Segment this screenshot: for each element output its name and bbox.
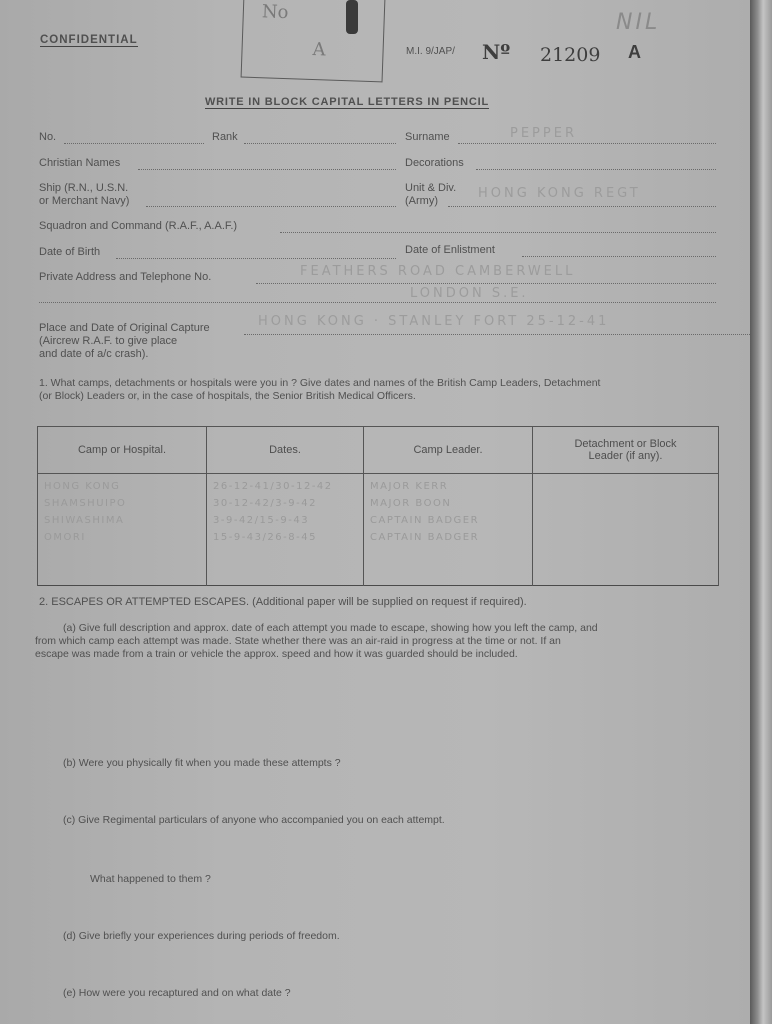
christian-names-line [138,169,396,170]
rank-line [244,143,396,144]
question-2c-followup: What happened to them ? [90,873,211,885]
rank-label: Rank [212,131,238,143]
decorations-line [476,169,716,170]
surname-value: PEPPER [510,126,577,141]
question-1-line-2: (or Block) Leaders or, in the case of hospitals, the Senior British Medical Officers. [39,390,416,402]
serial-number: 21209 [540,44,601,66]
unit-label-2: (Army) [405,195,438,207]
no-line [64,143,204,144]
capture-label-1: Place and Date of Original Capture [39,322,210,334]
address-line-2 [39,302,716,303]
question-2e: (e) How were you recaptured and on what date ? [63,987,291,999]
detachment-cell [533,474,719,586]
paper-clip-icon [346,0,358,34]
unit-line [448,206,716,207]
squadron-label: Squadron and Command (R.A.F., A.A.F.) [39,220,238,232]
instruction-heading: WRITE IN BLOCK CAPITAL LETTERS IN PENCIL [205,96,489,108]
stamp-letter: A [312,38,326,61]
no-label: No. [39,131,57,143]
header-camp: Camp or Hospital. [38,427,207,474]
page-edge [750,0,772,1024]
camps-table [37,426,719,586]
header-detachment-leader: Detachment or Block Leader (if any). [533,427,719,474]
question-2a-line-2: from which camp each attempt was made. State whether there was an air-raid in progress at the time or not. If an [35,635,561,647]
ship-label-2: or Merchant Navy) [39,195,130,207]
surname-label: Surname [405,131,450,143]
enlistment-label: Date of Enlistment [405,244,495,256]
question-2c: (c) Give Regimental particulars of anyone who accompanied you on each attempt. [63,814,445,826]
dates-cell: 26-12-41/30-12-42 30-12-42/3-9-42 3-9-42/15-9-43 15-9-43/26-8-45 [207,474,364,586]
number-label: Nº [482,40,511,64]
question-2-heading: 2. ESCAPES OR ATTEMPTED ESCAPES. (Additional paper will be supplied on request if required). [39,596,527,608]
enlistment-line [522,256,716,257]
ship-line [146,206,396,207]
capture-label-3: and date of a/c crash). [39,348,149,360]
table-row [38,474,719,586]
nil-annotation: NIL [616,10,661,35]
capture-label-2: (Aircrew R.A.F. to give place [39,335,178,347]
squadron-line [280,232,716,233]
header-dates: Dates. [207,427,364,474]
capture-line [244,334,750,335]
header-camp-leader: Camp Leader. [364,427,533,474]
serial-suffix: A [628,42,641,62]
question-2a-line-3: escape was made from a train or vehicle the approx. speed and how it was guarded should be included. [35,648,518,660]
dob-label: Date of Birth [39,246,101,258]
capture-value: HONG KONG · STANLEY FORT 25-12-41 [258,314,610,329]
address-value-2: LONDON S.E. [410,286,529,301]
camp-cell: HONG KONG SHAMSHUIPO SHIWASHIMA OMORI [38,474,207,586]
stamp-number-label: No [261,1,289,24]
address-line-1 [256,283,716,284]
classification: CONFIDENTIAL [40,34,138,46]
ship-label-1: Ship (R.N., U.S.N. [39,182,129,194]
question-2b: (b) Were you physically fit when you made these attempts ? [63,757,341,769]
question-2d: (d) Give briefly your experiences during periods of freedom. [63,930,340,942]
question-2a-line-1: (a) Give full description and approx. date of each attempt you made to escape, showing how you left the camp, and [63,622,598,634]
unit-value: HONG KONG REGT [478,186,641,201]
unit-label-1: Unit & Div. [405,182,457,194]
christian-names-label: Christian Names [39,157,121,169]
surname-line [458,143,716,144]
form-reference: M.I. 9/JAP/ [406,46,455,57]
receipt-stamp [241,0,386,82]
question-1-line-1: 1. What camps, detachments or hospitals were you in ? Give dates and names of the British Camp Leaders, Detachment [39,377,601,389]
address-value-1: FEATHERS ROAD CAMBERWELL [300,264,576,279]
decorations-label: Decorations [405,157,464,169]
leader-cell: MAJOR KERR MAJOR BOON CAPTAIN BADGER CAPTAIN BADGER [364,474,533,586]
dob-line [116,258,396,259]
address-label: Private Address and Telephone No. [39,271,212,283]
